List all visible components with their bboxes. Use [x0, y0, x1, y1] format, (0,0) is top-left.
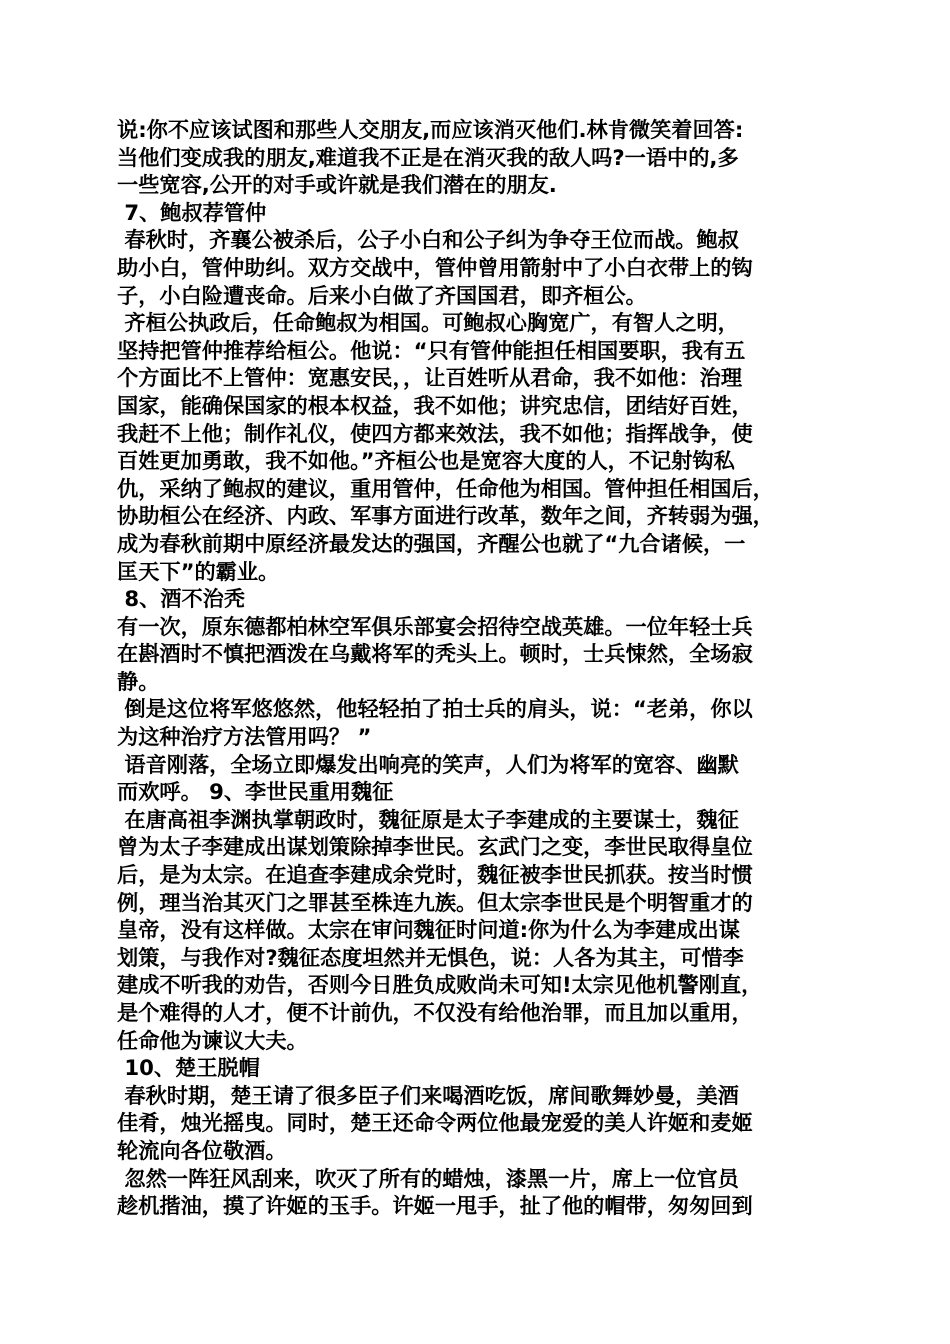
- text-line: 建成不听我的劝告，否则今日胜负成败尚未可知!太宗见他机警刚直，: [117, 972, 763, 998]
- text-line: 助小白，管仲助纠。双方交战中，管仲曾用箭射中了小白衣带上的钩: [117, 254, 753, 280]
- text-line: 齐桓公执政后，任命鲍叔为相国。可鲍叔心胸宽广，有智人之明，: [117, 310, 739, 336]
- text-line: 春秋时，齐襄公被杀后，公子小白和公子纠为争夺王位而战。鲍叔: [117, 227, 739, 253]
- text-line: 10、楚王脱帽: [117, 1055, 260, 1081]
- text-line: 子，小白险遭丧命。后来小白做了齐国国君，即齐桓公。: [117, 282, 647, 308]
- text-line: 说:你不应该试图和那些人交朋友,而应该消灭他们.林肯微笑着回答:: [117, 117, 744, 142]
- text-line: 佳肴，烛光摇曳。同时，楚王还命令两位他最宠爱的美人许姬和麦姬: [117, 1110, 753, 1136]
- text-line: 百姓更加勇敢，我不如他。”齐桓公也是宽容大度的人，不记射钩私: [117, 448, 735, 474]
- text-line: 倒是这位将军悠悠然，他轻轻拍了拍士兵的肩头，说：“老弟，你以: [117, 696, 753, 722]
- text-line: 而欢呼。 9、李世民重用魏征: [117, 779, 394, 805]
- text-line: 是个难得的人才，便不计前仇，不仅没有给他治罪，而且加以重用，: [117, 1000, 753, 1025]
- text-line: 后，是为太宗。在追查李建成余党时，魏征被李世民抓获。按当时惯: [117, 862, 753, 888]
- text-line: 静。: [117, 668, 160, 694]
- text-line: 趁机揩油，摸了许姬的玉手。许姬一甩手，扯了他的帽带，匆匆回到: [117, 1193, 753, 1219]
- text-line: 曾为太子李建成出谋划策除掉李世民。玄武门之变，李世民取得皇位: [117, 834, 753, 860]
- text-line: 坚持把管仲推荐给桓公。他说：“只有管仲能担任相国要职，我有五: [117, 337, 746, 363]
- text-line: 一些宽容,公开的对手或许就是我们潜在的朋友.: [117, 172, 557, 198]
- text-line: 春秋时期，楚王请了很多臣子们来喝酒吃饭，席间歌舞妙曼，美酒: [117, 1082, 739, 1108]
- text-line: 在唐高祖李渊执掌朝政时，魏征原是太子李建成的主要谋士，魏征: [117, 806, 739, 832]
- text-line: 仇，采纳了鲍叔的建议，重用管仲，任命他为相国。管仲担任相国后，: [117, 475, 774, 501]
- text-line: 忽然一阵狂风刮来，吹灭了所有的蜡烛，漆黑一片，席上一位官员: [117, 1165, 739, 1191]
- text-line: 例，理当治其灭门之罪甚至株连九族。但太宗李世民是个明智重才的: [117, 889, 753, 915]
- text-line: 皇帝，没有这样做。太宗在审问魏征时问道:你为什么为李建成出谋: [117, 917, 740, 943]
- text-line: 当他们变成我的朋友,难道我不正是在消灭我的敌人吗?一语中的,多: [117, 144, 739, 170]
- text-line: 有一次，原东德都柏林空军俱乐部宴会招待空战英雄。一位年轻士兵: [117, 613, 753, 639]
- text-line: 国家，能确保国家的根本权益，我不如他；讲究忠信，团结好百姓，: [117, 392, 753, 418]
- text-line: 7、鲍叔荐管仲: [117, 199, 267, 225]
- text-line: 8、酒不治秃: [117, 586, 246, 612]
- text-line: 在斟酒时不慎把酒泼在乌戴将军的秃头上。顿时，士兵悚然，全场寂: [117, 641, 753, 667]
- text-line: 匡天下”的霸业。: [117, 558, 280, 584]
- text-line: 协助桓公在经济、内政、军事方面进行改革，数年之间，齐转弱为强，: [117, 503, 774, 529]
- text-line: 划策，与我作对?魏征态度坦然并无惧色，说：人各为其主，可惜李: [117, 944, 744, 970]
- text-line: 为这种治疗方法管用吗？ ”: [117, 724, 372, 750]
- text-line: 轮流向各位敬酒。: [117, 1137, 287, 1163]
- text-line: 个方面比不上管仲：宽惠安民，，让百姓听从君命，我不如他：治理: [117, 365, 743, 391]
- text-line: 语音刚落，全场立即爆发出响亮的笑声，人们为将军的宽容、幽默: [117, 751, 739, 777]
- text-line: 我赶不上他；制作礼仪，使四方都来效法，我不如他；指挥战争，使: [117, 420, 753, 446]
- document-page: [117, 116, 847, 1220]
- text-line: 成为春秋前期中原经济最发达的强国，齐醒公也就了“九合诸候，一: [117, 530, 746, 556]
- text-line: 任命他为谏议大夫。: [117, 1027, 308, 1053]
